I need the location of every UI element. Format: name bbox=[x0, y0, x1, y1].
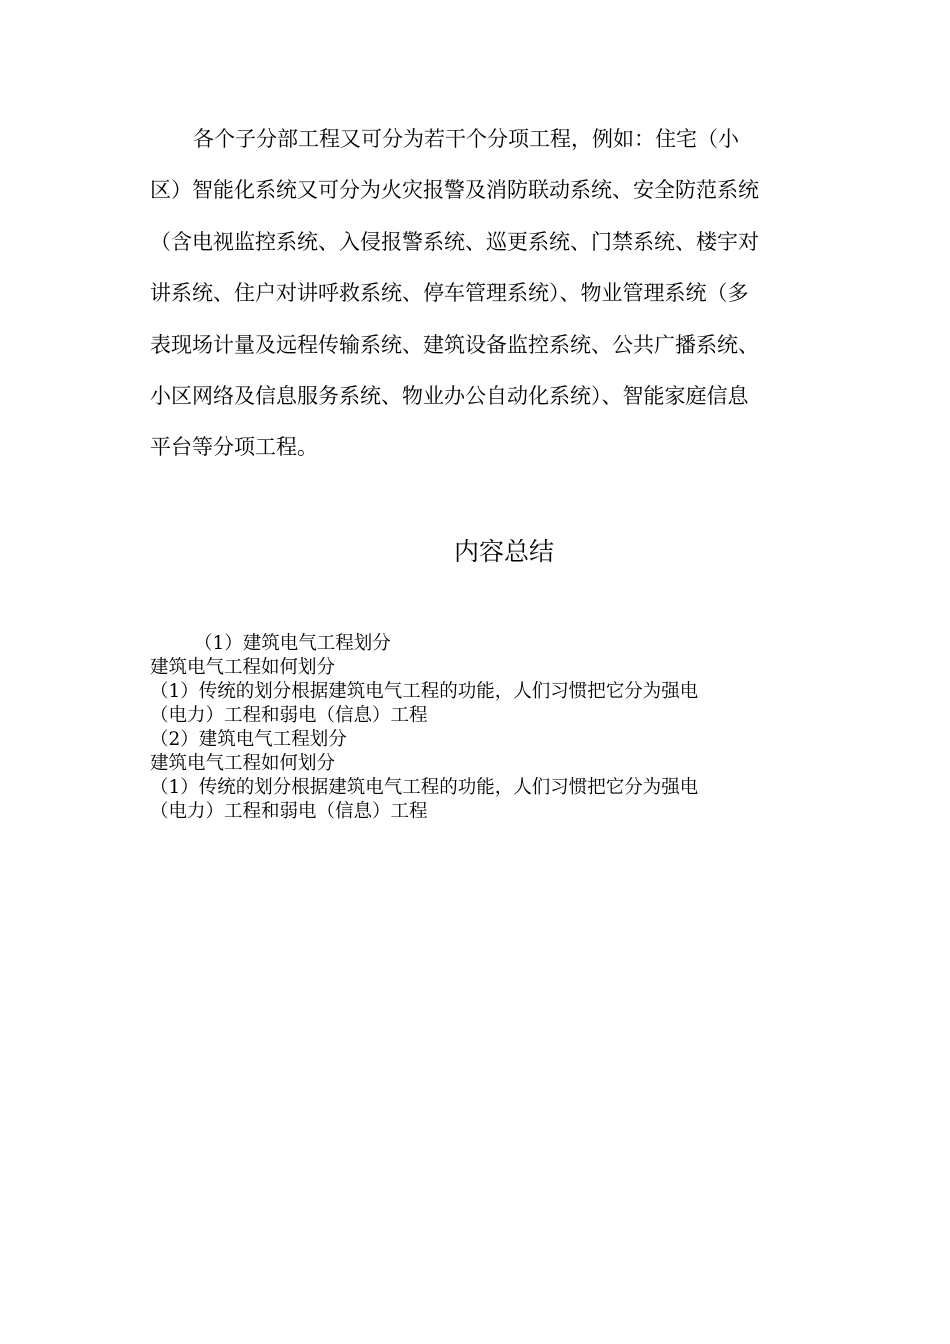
summary-line: 建筑电气工程如何划分 bbox=[150, 657, 336, 678]
paragraph-line: 平台等分项工程。 bbox=[150, 435, 318, 460]
summary-line: （1）建筑电气工程划分 bbox=[194, 633, 391, 654]
summary-line: 建筑电气工程如何划分 bbox=[150, 753, 336, 774]
summary-line: （2）建筑电气工程划分 bbox=[150, 729, 347, 750]
summary-line: （电力）工程和弱电（信息）工程 bbox=[150, 801, 428, 822]
summary-list bbox=[150, 632, 830, 824]
summary-heading: 内容总结 bbox=[453, 537, 554, 566]
paragraph-line: 小区网络及信息服务系统、物业办公自动化系统）、智能家庭信息 bbox=[150, 384, 749, 409]
paragraph-line: 各个子分部工程又可分为若干个分项工程，例如：住宅（小 bbox=[193, 127, 739, 151]
paragraph-line: 表现场计量及远程传输系统、建筑设备监控系统、公共广播系统、 bbox=[150, 332, 759, 357]
summary-line: （1）传统的划分根据建筑电气工程的功能，人们习惯把它分为强电 bbox=[150, 777, 699, 798]
summary-line: （电力）工程和弱电（信息）工程 bbox=[150, 705, 428, 726]
paragraph-line: （含电视监控系统、入侵报警系统、巡更系统、门禁系统、楼宇对 bbox=[150, 229, 759, 254]
summary-line: （1）传统的划分根据建筑电气工程的功能，人们习惯把它分为强电 bbox=[150, 681, 699, 702]
paragraph-line: 讲系统、住户对讲呼救系统、停车管理系统）、物业管理系统（多 bbox=[150, 281, 749, 306]
paragraph-line: 区）智能化系统又可分为火灾报警及消防联动系统、安全防范系统 bbox=[150, 178, 759, 203]
body-paragraph bbox=[150, 114, 800, 474]
